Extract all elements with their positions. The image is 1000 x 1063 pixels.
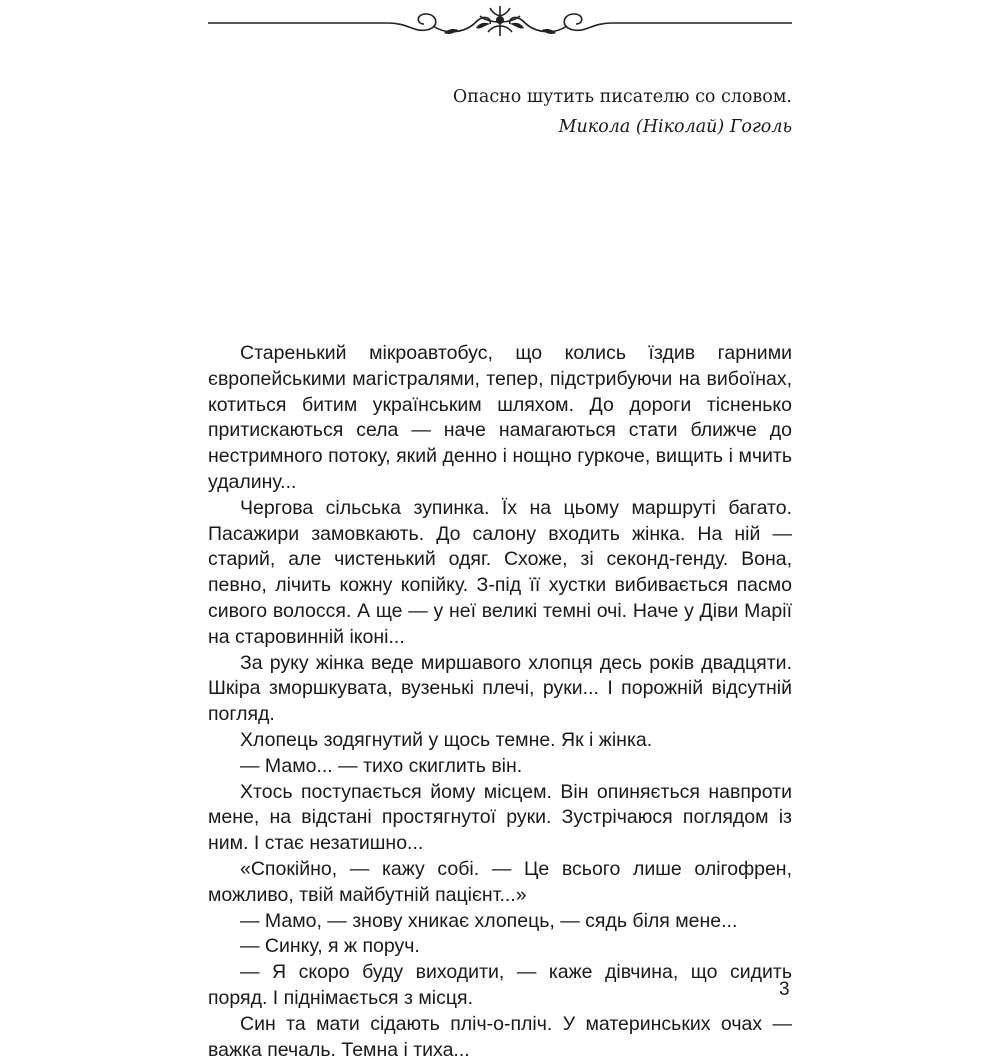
epigraph-author: Микола (Ніколай) Гоголь bbox=[558, 117, 792, 137]
paragraph: Чергова сільська зупинка. Їх на цьому маршруті багато. Пасажири замовкають. До салону входить жінка. На ній — старий, але чистенький одяг. Схоже, зі секонд-генду. Вона, певно, лічить кожну копійку. З-під її хустки вибивається пасмо сивого волосся. А ще — у неї великі темні очі. Наче у Діви Марії на старовинній іконі... bbox=[208, 496, 792, 648]
epigraph-quote: Опасно шутить писателю со словом. bbox=[452, 87, 792, 107]
paragraph: — Мамо... — тихо скиглить він. bbox=[240, 754, 523, 777]
paragraph: Старенький мікроавтобус, що колись їздив гарними європейськими магістралями, тепер, підстрибуючи на вибоїнах, котиться битим українським шляхом. До дороги тісненько притискаються села — наче намагаються стати ближче до нестримного потоку, який денно і нощно гуркоче, вищить і мчить удалину... bbox=[208, 342, 792, 493]
ornament-divider bbox=[208, 2, 792, 38]
paragraph: «Спокійно, — кажу собі. — Це всього лише олігофрен, можливо, твій майбутній пацієнт...» bbox=[208, 857, 792, 906]
paragraph: — Синку, я ж поруч. bbox=[240, 935, 420, 958]
paragraph: — Я скоро буду виходити, — каже дівчина, що сидить поряд. І піднімається з місця. bbox=[208, 961, 792, 1009]
paragraph: Хлопець зодягнутий у щось темне. Як і жінка. bbox=[240, 728, 653, 751]
page-number: 3 bbox=[779, 979, 790, 1000]
paragraph: Син та мати сідають пліч-о-пліч. У материнських очах — важка печаль. Темна і тиха... bbox=[208, 1012, 792, 1061]
paragraph: Хтось поступається йому місцем. Він опиняється навпроти мене, на відстані простягнутої руки. Зустрічаюся поглядом із ним. І стає незатишно... bbox=[208, 780, 792, 855]
paragraph: За руку жінка веде миршавого хлопця десь років двадцяти. Шкіра зморшкувата, вузенькі плечі, руки... І порожній відсутній погляд. bbox=[208, 651, 792, 726]
body-text bbox=[208, 341, 792, 1063]
epigraph bbox=[453, 82, 792, 142]
paragraph: — Мамо, — знову хникає хлопець, — сядь біля мене... bbox=[240, 909, 738, 932]
